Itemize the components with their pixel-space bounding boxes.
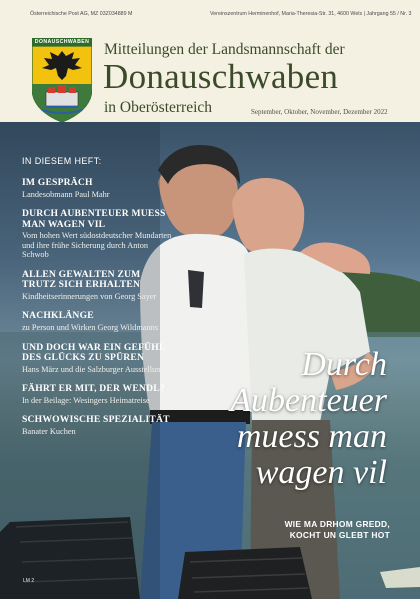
toc-item-title: UND DOCH WAR EIN GEFÜHL DES GLÜCKS ZU SPÜREN: [22, 341, 166, 364]
toc-item-title: FÄHRT ER MIT, DER WENDL?: [22, 383, 165, 395]
toc-heading: IN DIESEM HEFT:: [22, 156, 102, 166]
address-line: Vereinszentrum Herminenhof, Maria-Theresia-Str. 31, 4600 Wels | Jahrgang 55 / Nr. 3: [210, 11, 412, 17]
issue-date: September, Oktober, November, Dezember 2022: [251, 108, 388, 116]
toc-item-desc: Hans März und die Salzburger Ausstellung: [22, 364, 165, 374]
headline-line: Durch: [301, 346, 387, 383]
subhead-line: WIE MA DRHOM GREDD,: [284, 519, 390, 529]
masthead-title: Donauschwaben: [103, 57, 339, 96]
toc-item[interactable]: [22, 178, 172, 199]
toc-item-desc: Kindheitserinnerungen von Georg Sayer: [22, 291, 157, 301]
toc-item[interactable]: [22, 384, 172, 405]
crest-label: DONAUSCHWABEN: [32, 38, 92, 46]
masthead-line-1: Mitteilungen der Landsmannschaft der: [104, 41, 345, 58]
toc-item-desc: Banater Kuchen: [22, 426, 76, 436]
postal-line: Österreichische Post AG, MZ 03Z034889 M: [30, 11, 133, 17]
toc-item-title: NACHKLÄNGE: [22, 310, 94, 322]
headline-line: muess man: [236, 418, 387, 455]
toc-item-desc: zu Person und Wirken Georg Wildmanns: [22, 322, 158, 332]
masthead-line-3: in Oberösterreich: [104, 99, 213, 116]
toc-item-desc: Landesobmann Paul Mahr: [22, 189, 110, 199]
headline-line: wagen vil: [255, 454, 387, 491]
toc-item[interactable]: [22, 311, 172, 332]
masthead: [0, 0, 420, 122]
subhead-line: KOCHT UN GLEBT HOT: [289, 530, 390, 540]
coat-of-arms-icon: [32, 46, 92, 122]
toc-item[interactable]: [22, 343, 172, 375]
toc-item[interactable]: [22, 270, 172, 302]
toc-item[interactable]: [22, 209, 172, 260]
photo-credit: LM 2: [23, 578, 35, 584]
toc-item-title: SCHWOWISCHE SPEZIALITÄT: [22, 414, 170, 426]
cover-subhead: [285, 519, 390, 541]
toc-item-title: IM GESPRÄCH: [22, 177, 93, 188]
table-of-contents: [22, 156, 172, 446]
toc-item-desc: In der Beilage: Wesingers Heimatreise: [22, 395, 150, 405]
toc-item-title: ALLEN GEWALTEN ZUM TRUTZ SICH ERHALTEN: [22, 268, 141, 291]
toc-item-title: DURCH AUBENTEUER MUESS MAN WAGEN VIL: [22, 208, 166, 230]
toc-item-desc: Vom hohen Wert südostdeutscher Mundarten und ihre frühe Sicherung durch Anton Schwob: [22, 231, 172, 260]
toc-item[interactable]: [22, 415, 172, 436]
headline-line: Aubenteuer: [230, 382, 387, 419]
cover-headline: [230, 347, 387, 491]
